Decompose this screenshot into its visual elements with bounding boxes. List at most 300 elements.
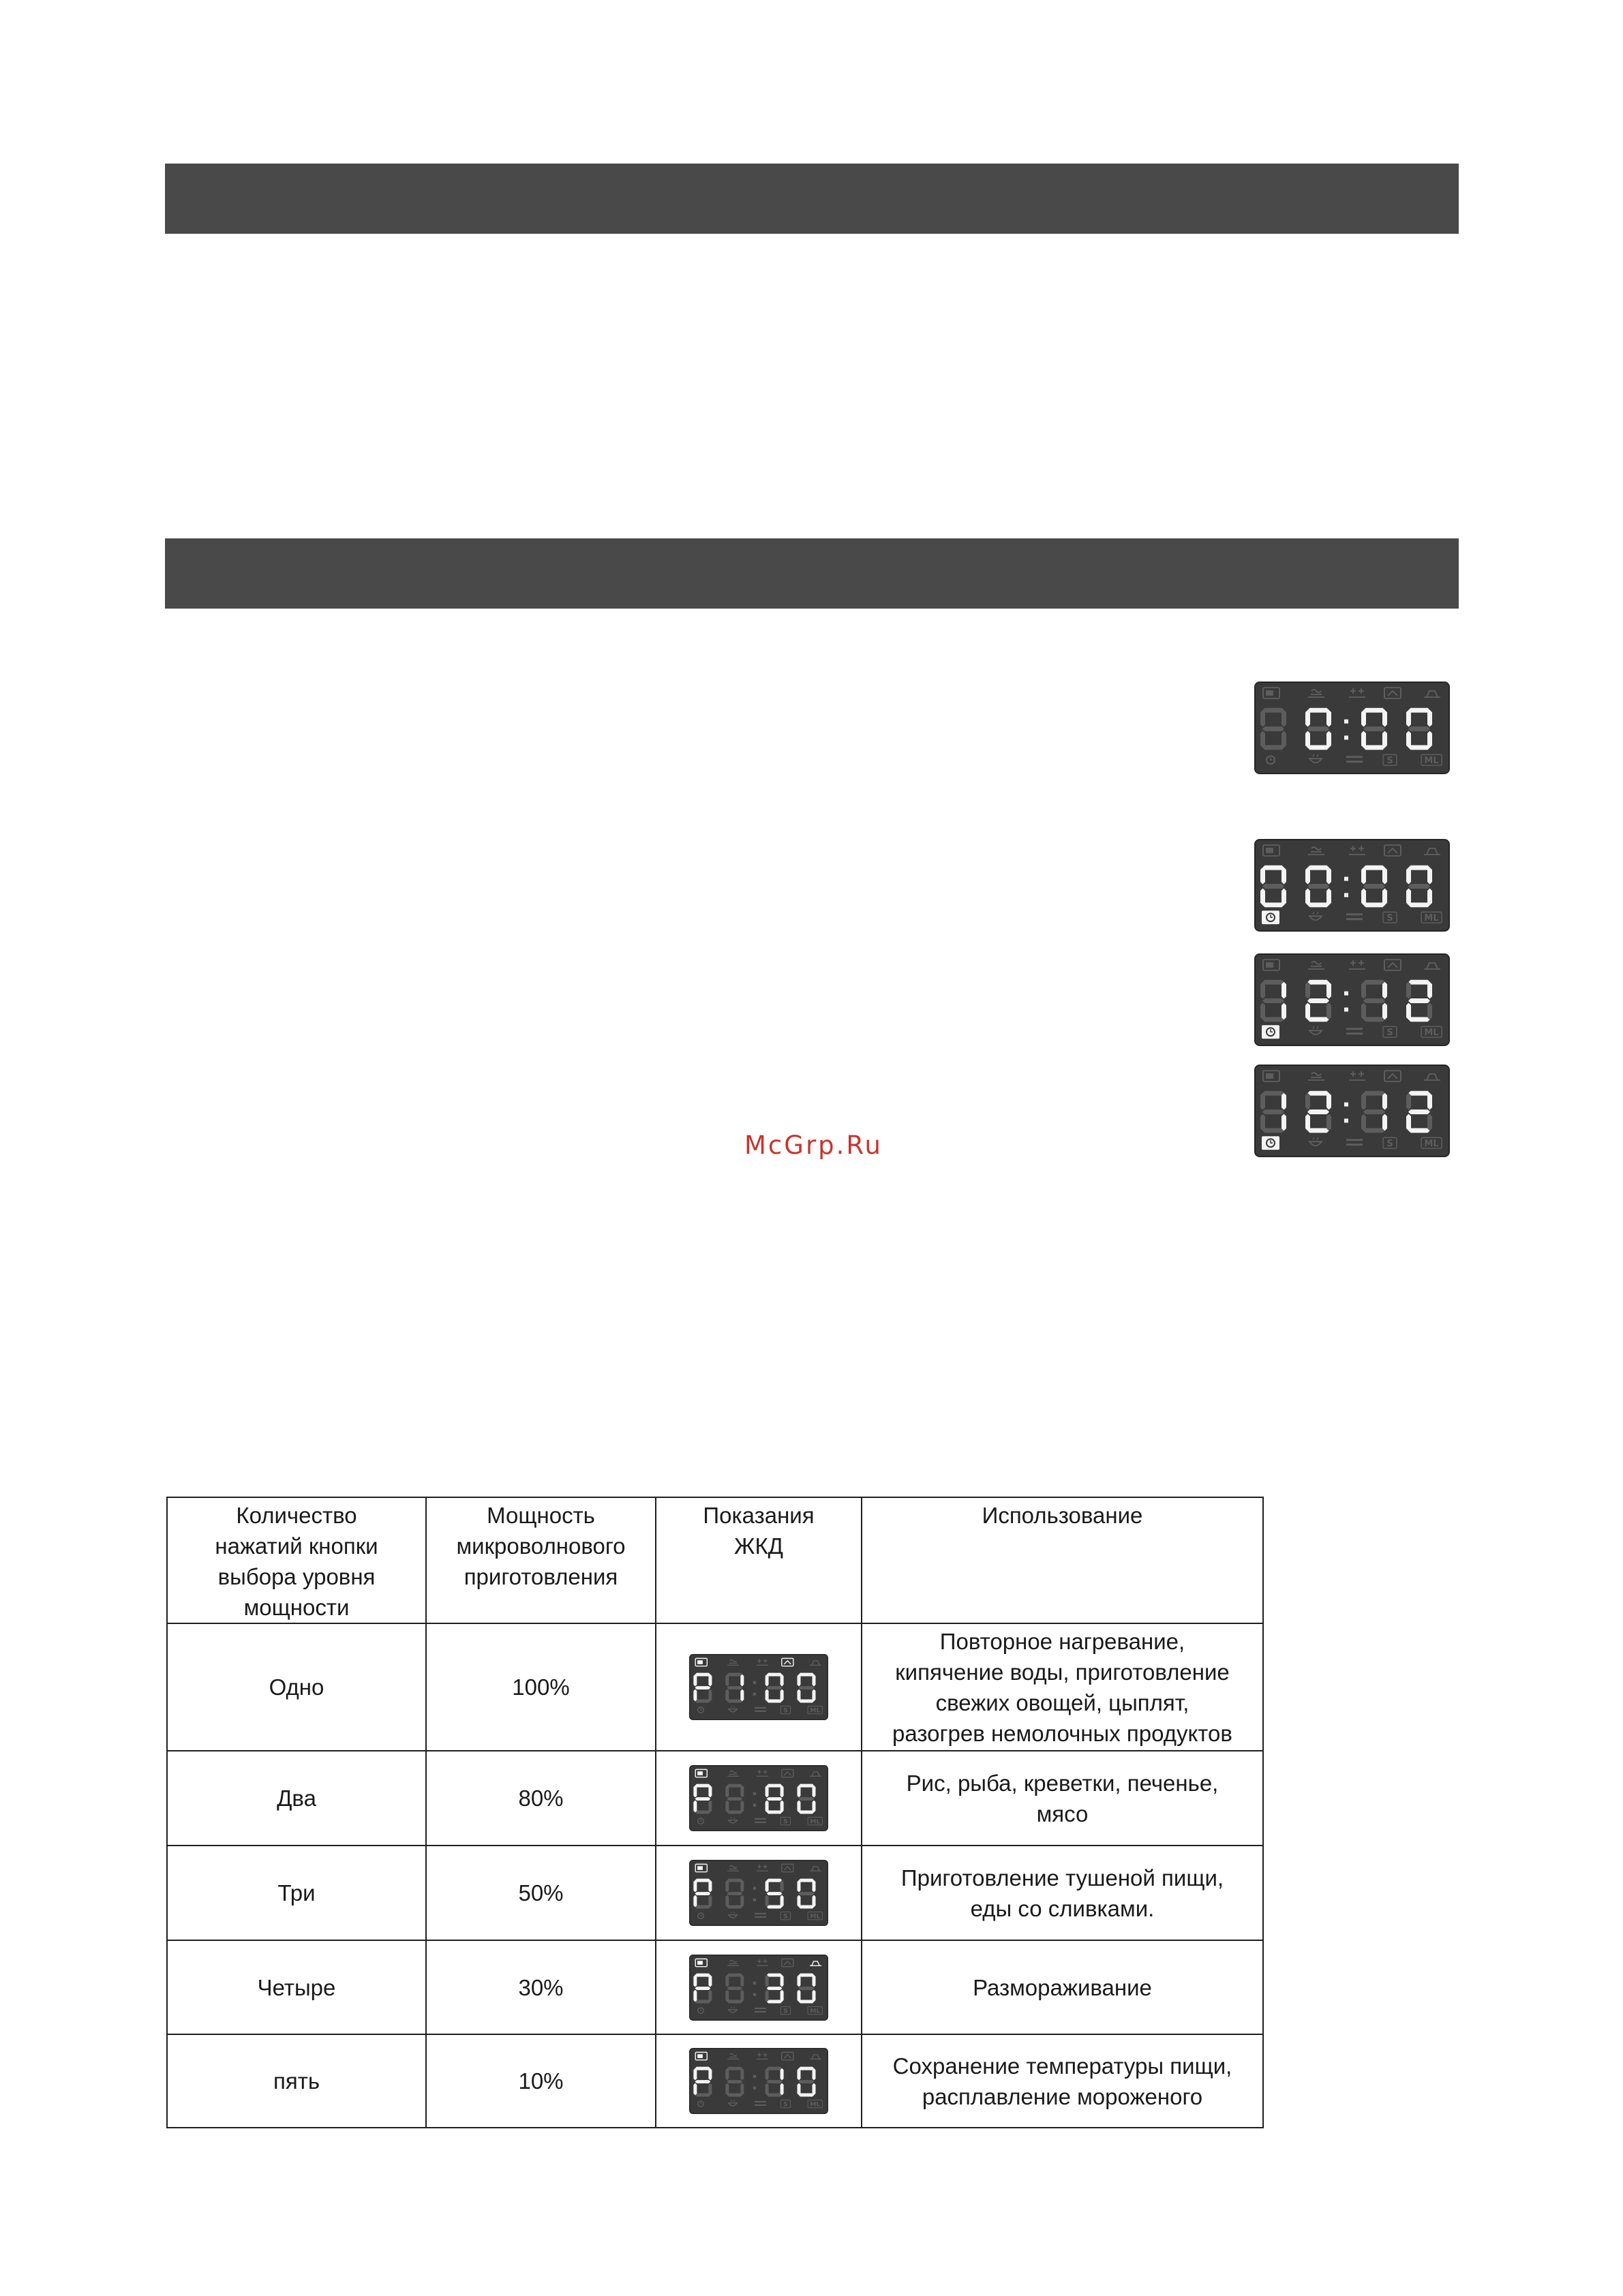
lcd-label-s: S (783, 2100, 788, 2109)
clock-lcd-display (1254, 953, 1450, 1046)
icon-window (1266, 690, 1273, 696)
lcd-segment-a (799, 2067, 815, 2070)
lcd-segment-b (1382, 868, 1387, 885)
lcd-segment-b (1382, 1093, 1387, 1110)
lcd-segment-g (1307, 884, 1329, 889)
lcd-label-s: S (783, 1912, 788, 1920)
lcd-segment-c (740, 1801, 744, 1813)
lcd-segment-f (725, 1880, 729, 1893)
lcd-segment-a (1363, 708, 1385, 713)
icon-line (1346, 1144, 1363, 1146)
lcd-segment-f (693, 2068, 697, 2081)
lcd-segment-g (1363, 1109, 1385, 1114)
lcd-segment-c (1326, 731, 1331, 748)
lcd-segment-g (1307, 726, 1329, 731)
lcd-segment-a (1363, 980, 1385, 985)
lcd-label-ml: ML (810, 2007, 821, 2015)
lcd-segment-a (1307, 708, 1329, 713)
lcd-segment-d (767, 1905, 783, 1909)
lcd-segment-c (708, 1689, 712, 1702)
section-header-bar (165, 538, 1459, 609)
lcd-segment-c (813, 1801, 816, 1813)
lcd-segment-b (813, 1674, 816, 1687)
lcd-segment-e (798, 1895, 801, 1908)
presses-cell: Одно (167, 1623, 426, 1751)
lcd-segment-f (798, 1786, 801, 1798)
lcd-segment-f (693, 1880, 697, 1893)
lcd-segment-d (1262, 902, 1284, 907)
lcd-segment-b (740, 1974, 744, 1987)
lcd-segment-d (1408, 745, 1430, 750)
lcd-segment-f (1361, 982, 1366, 999)
watermark: McGrp.Ru (744, 1131, 883, 1160)
icon-window (697, 1771, 703, 1775)
lcd-segment-g (1408, 726, 1430, 731)
lcd-segment-a (1262, 866, 1284, 870)
lcd-segment-b (1281, 710, 1286, 727)
lcd-segment-f (725, 2068, 729, 2081)
lcd-segment-g (1262, 726, 1284, 731)
lcd-segment-b (740, 2068, 744, 2081)
lcd-segment-c (1382, 731, 1387, 748)
power-cell: 10% (426, 2034, 656, 2128)
lcd-segment-b (1326, 982, 1331, 999)
lcd-segment-b (1326, 868, 1331, 885)
lcd-colon-dot (1344, 735, 1348, 739)
icon-window (1266, 1073, 1273, 1079)
icon-line (1346, 756, 1363, 758)
lcd-segment-a (695, 2067, 711, 2070)
lcd-segment-b (780, 2068, 784, 2081)
lcd-segment-d (1408, 902, 1430, 907)
lcd-segment-e (693, 1895, 697, 1908)
table-row (167, 1940, 1263, 2034)
lcd-segment-e (725, 1895, 729, 1908)
lcd-segment-g (727, 2080, 742, 2083)
lcd-segment-g (1363, 726, 1385, 731)
lcd-segment-f (693, 1786, 697, 1798)
icon-line (1346, 761, 1363, 763)
lcd-segment-g (1307, 1109, 1329, 1114)
lcd-segment-a (1307, 1091, 1329, 1096)
lcd-segment-e (765, 1895, 769, 1908)
lcd-segment-a (767, 1673, 783, 1677)
lcd-segment-a (695, 1784, 711, 1788)
lcd-segment-e (693, 1801, 697, 1813)
lcd-segment-d (767, 1700, 783, 1703)
lcd-segment-f (1305, 710, 1310, 727)
lcd-cell (656, 1751, 862, 1846)
lcd-segment-b (708, 1786, 712, 1798)
ml-icon (808, 1817, 822, 1825)
section-header-bar (165, 164, 1459, 234)
icon-line (755, 1822, 766, 1823)
lcd-segment-d (767, 2094, 783, 2097)
icon-line (1346, 1139, 1363, 1141)
lcd-segment-d (695, 2000, 711, 2003)
lcd-segment-d (1363, 745, 1385, 750)
lcd-segment-a (1363, 1091, 1385, 1096)
lcd-segment-e (1406, 731, 1411, 748)
clock-lcd-display (1254, 1065, 1450, 1157)
lcd-segment-b (740, 1674, 744, 1687)
lcd-segment-b (708, 1674, 712, 1687)
lcd-segment-c (1427, 1114, 1432, 1131)
lcd-label-s: S (1386, 1139, 1393, 1150)
lcd-segment-f (765, 1786, 769, 1798)
lcd-segment-b (1281, 982, 1286, 999)
icon-line (1346, 1028, 1363, 1030)
lcd-segment-g (767, 1987, 783, 1990)
lcd-segment-b (1427, 868, 1432, 885)
ml-icon (808, 2006, 822, 2015)
icon-window (1266, 848, 1273, 853)
lcd-segment-d (799, 2000, 815, 2003)
lcd-segment-f (1361, 1093, 1366, 1110)
lcd-segment-f (1406, 710, 1411, 727)
table-header-row (167, 1497, 1263, 1623)
usage-cell: Размораживание (862, 1940, 1263, 2034)
lcd-label-ml: ML (1424, 756, 1439, 767)
lcd-segment-a (727, 1973, 742, 1976)
lcd-segment-f (725, 1974, 729, 1987)
lcd-segment-g (1363, 884, 1385, 889)
presses-cell: Три (167, 1846, 426, 1940)
lcd-segment-e (1260, 731, 1265, 748)
icon-line (755, 1913, 766, 1914)
lcd-segment-d (727, 1811, 742, 1814)
lcd-colon-dot (1344, 992, 1348, 996)
lcd-segment-a (767, 1879, 783, 1882)
lcd-segment-b (708, 2068, 712, 2081)
icon-line (755, 2007, 766, 2008)
lcd-segment-d (1307, 902, 1329, 907)
lcd-segment-b (813, 1880, 816, 1893)
lcd-segment-b (1382, 710, 1387, 727)
table-row (167, 1623, 1263, 1751)
lcd-colon-dot (753, 1792, 756, 1795)
lcd-segment-c (813, 2083, 816, 2096)
lcd-segment-e (798, 1689, 801, 1702)
lcd-segment-e (693, 1689, 697, 1702)
lcd-segment-b (780, 1786, 784, 1798)
presses-cell: пять (167, 2034, 426, 2128)
lcd-segment-a (695, 1879, 711, 1882)
power-cell: 100% (426, 1623, 656, 1751)
lcd-segment-c (1326, 1114, 1331, 1131)
lcd-colon-dot (1344, 1118, 1348, 1122)
lcd-label-ml: ML (1424, 1139, 1439, 1150)
lcd-segment-e (765, 1801, 769, 1813)
lcd-segment-b (1427, 710, 1432, 727)
lcd-label-s: S (783, 1706, 788, 1715)
lcd-segment-f (725, 1674, 729, 1687)
lcd-segment-c (780, 1989, 784, 2002)
column-header-usage: Использование (862, 1497, 1263, 1623)
lcd-segment-c (740, 2083, 744, 2096)
lcd-segment-b (1281, 1093, 1286, 1110)
lcd-segment-e (765, 1689, 769, 1702)
lcd-label-ml: ML (1424, 913, 1439, 924)
lcd-segment-a (799, 1784, 815, 1788)
usage-cell: Приготовление тушеной пищи, еды со сливками. (862, 1846, 1263, 1940)
lcd-segment-d (695, 1700, 711, 1703)
lcd-segment-c (708, 1801, 712, 1813)
power-cell: 80% (426, 1751, 656, 1846)
lcd-segment-d (1307, 1128, 1329, 1133)
lcd-segment-d (1363, 1017, 1385, 1022)
lcd-segment-f (1305, 982, 1310, 999)
lcd-segment-c (1427, 888, 1432, 905)
lcd-segment-g (1408, 884, 1430, 889)
lcd-segment-e (693, 1989, 697, 2002)
lcd-segment-c (1382, 888, 1387, 905)
lcd-segment-b (813, 2068, 816, 2081)
lcd-segment-d (1363, 902, 1385, 907)
lcd-segment-d (695, 1905, 711, 1909)
lcd-segment-e (1361, 1002, 1366, 1020)
lcd-segment-b (1326, 1093, 1331, 1110)
power-lcd-display (689, 1654, 828, 1720)
icon-window (697, 1961, 703, 1965)
icon-window (697, 2054, 703, 2058)
clock-icon (1262, 1025, 1279, 1039)
lcd-segment-g (727, 1987, 742, 1990)
ml-icon (808, 2100, 822, 2108)
lcd-segment-g (1408, 998, 1430, 1003)
lcd-segment-g (695, 1797, 711, 1801)
lcd-label-ml: ML (810, 1818, 821, 1826)
lcd-segment-g (767, 1686, 783, 1689)
lcd-segment-g (767, 1797, 783, 1801)
lcd-segment-f (1260, 710, 1265, 727)
lcd-segment-f (1361, 868, 1366, 885)
lcd-segment-c (1281, 888, 1286, 905)
lcd-segment-d (1307, 745, 1329, 750)
lcd-segment-c (780, 1895, 784, 1908)
power-level-table (166, 1497, 1264, 2128)
lcd-colon-dot (753, 2087, 756, 2090)
lcd-segment-b (780, 1674, 784, 1687)
clock-icon (1262, 910, 1279, 924)
lcd-segment-b (780, 1974, 784, 1987)
usage-cell: Сохранение температуры пищи, расплавление мороженого (862, 2034, 1263, 2128)
lcd-segment-e (693, 2083, 697, 2096)
lcd-segment-f (1305, 1093, 1310, 1110)
lcd-segment-d (799, 1700, 815, 1703)
ml-icon (1421, 754, 1442, 766)
lcd-segment-e (1406, 1114, 1411, 1131)
lcd-segment-g (695, 1987, 711, 1990)
lcd-segment-f (725, 1786, 729, 1798)
lcd-label-s: S (1386, 1028, 1393, 1039)
lcd-segment-b (1427, 1093, 1432, 1110)
power-lcd-display (689, 2048, 828, 2114)
lcd-segment-d (1363, 1128, 1385, 1133)
lcd-segment-c (1281, 1002, 1286, 1020)
lcd-colon-dot (753, 1887, 756, 1890)
lcd-segment-g (767, 1892, 783, 1895)
lcd-segment-b (1427, 982, 1432, 999)
lcd-segment-c (813, 1989, 816, 2002)
lcd-segment-c (780, 1689, 784, 1702)
icon-line (1346, 918, 1363, 920)
lcd-segment-c (740, 1689, 744, 1702)
power-lcd-display (689, 1860, 828, 1926)
lcd-segment-c (1281, 731, 1286, 748)
lcd-cell (656, 2034, 862, 2128)
lcd-segment-g (1262, 998, 1284, 1003)
table-row (167, 1846, 1263, 1940)
lcd-segment-d (727, 1905, 742, 1909)
icon-line (755, 2010, 766, 2012)
lcd-segment-d (1262, 745, 1284, 750)
lcd-segment-e (1305, 1002, 1310, 1020)
table-row (167, 1751, 1263, 1846)
lcd-segment-g (1307, 998, 1329, 1003)
lcd-label-s: S (1386, 756, 1393, 767)
lcd-segment-f (765, 2068, 769, 2081)
lcd-segment-f (798, 1880, 801, 1893)
lcd-colon-dot (753, 1681, 756, 1684)
lcd-segment-g (1262, 884, 1284, 889)
lcd-segment-b (813, 1786, 816, 1798)
lcd-segment-a (799, 1673, 815, 1677)
lcd-segment-e (1260, 1114, 1265, 1131)
lcd-segment-f (1406, 1093, 1411, 1110)
lcd-segment-a (727, 1673, 742, 1677)
column-header-presses: Количество нажатий кнопки выбора уровня мощности (167, 1497, 426, 1623)
lcd-segment-c (708, 1989, 712, 2002)
icon-line (755, 1707, 766, 1709)
ml-icon (808, 1912, 822, 1920)
lcd-segment-e (1361, 731, 1366, 748)
lcd-segment-f (1305, 868, 1310, 885)
lcd-colon-dot (753, 1804, 756, 1807)
lcd-segment-f (798, 1674, 801, 1687)
lcd-segment-d (767, 2000, 783, 2003)
lcd-segment-c (740, 1989, 744, 2002)
column-header-power: Мощность микроволнового приготовления (426, 1497, 656, 1623)
lcd-segment-g (799, 2080, 815, 2083)
lcd-colon-dot (753, 2075, 756, 2078)
lcd-colon-dot (753, 1899, 756, 1901)
lcd-segment-d (1262, 1128, 1284, 1133)
lcd-label-s: S (783, 1818, 788, 1826)
icon-window (697, 1660, 703, 1664)
lcd-colon-dot (753, 1693, 756, 1696)
lcd-colon-dot (1344, 1007, 1348, 1011)
lcd-segment-f (1406, 868, 1411, 885)
lcd-segment-g (727, 1797, 742, 1801)
lcd-segment-f (1260, 1093, 1265, 1110)
lcd-segment-d (1307, 1017, 1329, 1022)
lcd-segment-c (813, 1689, 816, 1702)
lcd-segment-a (727, 2067, 742, 2070)
lcd-segment-a (1408, 980, 1430, 985)
lcd-segment-e (725, 1689, 729, 1702)
lcd-segment-d (799, 2094, 815, 2097)
power-lcd-display (689, 1765, 828, 1831)
lcd-segment-c (740, 1895, 744, 1908)
lcd-segment-c (1382, 1002, 1387, 1020)
lcd-segment-a (727, 1879, 742, 1882)
lcd-segment-g (799, 1892, 815, 1895)
clock-lcd-display (1254, 839, 1450, 932)
lcd-segment-a (1262, 708, 1284, 713)
lcd-segment-f (693, 1974, 697, 1987)
lcd-segment-c (780, 1801, 784, 1813)
lcd-segment-b (813, 1974, 816, 1987)
lcd-segment-e (725, 1801, 729, 1813)
lcd-segment-e (1406, 888, 1411, 905)
lcd-segment-b (1382, 982, 1387, 999)
power-lcd-display (689, 1955, 828, 2021)
ml-icon (1421, 1026, 1442, 1038)
lcd-segment-b (1326, 710, 1331, 727)
power-cell: 30% (426, 1940, 656, 2034)
lcd-segment-g (727, 1892, 742, 1895)
lcd-segment-g (799, 1987, 815, 1990)
lcd-label-ml: ML (1424, 1028, 1439, 1039)
lcd-segment-c (1326, 888, 1331, 905)
lcd-segment-d (727, 2094, 742, 2097)
lcd-segment-f (765, 1880, 769, 1893)
lcd-segment-d (695, 1811, 711, 1814)
lcd-segment-g (695, 1892, 711, 1895)
lcd-segment-e (1305, 1114, 1310, 1131)
lcd-segment-a (799, 1973, 815, 1976)
lcd-segment-d (695, 2094, 711, 2097)
lcd-segment-e (798, 1989, 801, 2002)
lcd-segment-e (1260, 888, 1265, 905)
lcd-segment-d (1262, 1017, 1284, 1022)
lcd-segment-d (727, 1700, 742, 1703)
power-cell: 50% (426, 1846, 656, 1940)
lcd-segment-a (1408, 1091, 1430, 1096)
lcd-segment-a (1408, 708, 1430, 713)
lcd-segment-f (1361, 710, 1366, 727)
lcd-segment-e (798, 2083, 801, 2096)
lcd-segment-f (693, 1674, 697, 1687)
lcd-segment-g (727, 1686, 742, 1689)
lcd-segment-g (799, 1686, 815, 1689)
icon-line (755, 2101, 766, 2102)
lcd-segment-g (799, 1797, 815, 1801)
lcd-segment-a (1408, 866, 1430, 870)
lcd-segment-a (727, 1784, 742, 1788)
lcd-segment-e (1305, 731, 1310, 748)
lcd-segment-c (1427, 1002, 1432, 1020)
lcd-segment-e (1406, 1002, 1411, 1020)
lcd-segment-f (1260, 868, 1265, 885)
icon-window (1266, 962, 1273, 968)
lcd-segment-e (1260, 1002, 1265, 1020)
lcd-segment-a (1363, 866, 1385, 870)
ml-icon (1421, 912, 1442, 923)
lcd-segment-g (695, 1686, 711, 1689)
lcd-segment-a (695, 1973, 711, 1976)
icon-line (755, 1711, 766, 1712)
lcd-label-s: S (1386, 913, 1393, 924)
lcd-segment-e (1305, 888, 1310, 905)
icon-line (755, 2104, 766, 2106)
lcd-segment-d (767, 1811, 783, 1814)
lcd-segment-e (798, 1801, 801, 1813)
lcd-label-ml: ML (810, 1912, 821, 1920)
lcd-segment-e (725, 2083, 729, 2096)
lcd-segment-e (765, 2083, 769, 2096)
